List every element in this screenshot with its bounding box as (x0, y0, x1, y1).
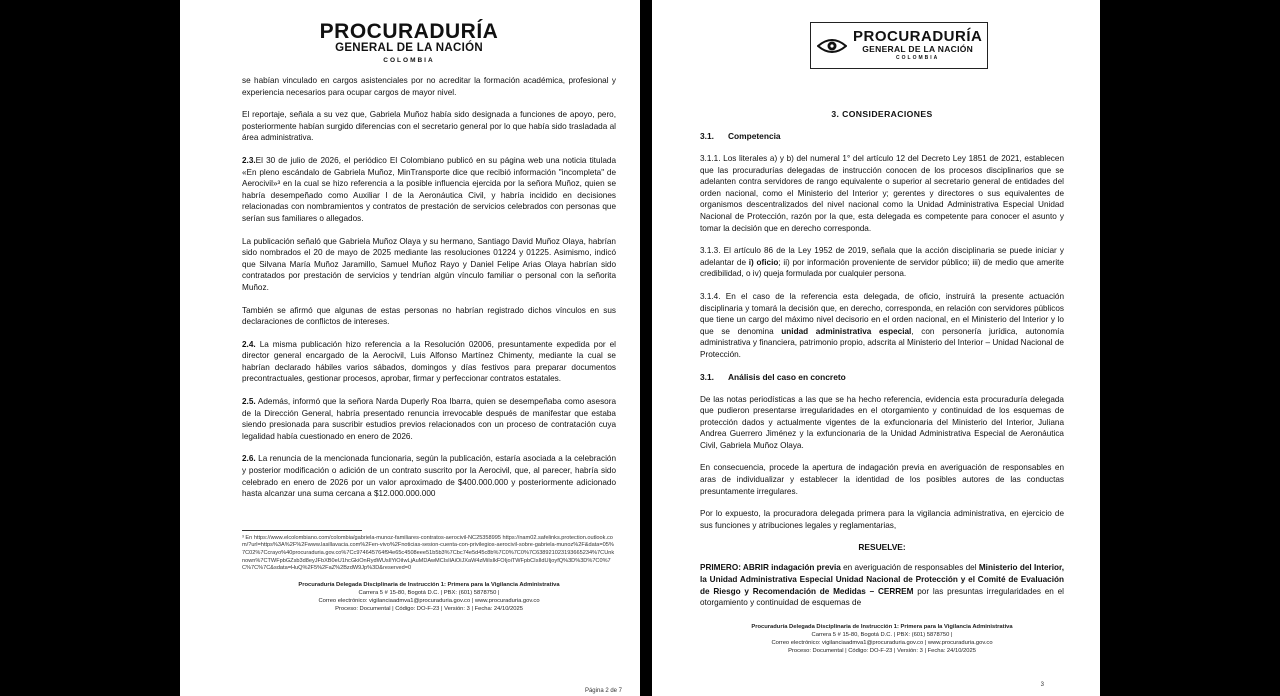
document-page-left (180, 0, 640, 696)
footer-process: Proceso: Documental | Código: DO-F-23 | Versión: 3 | Fecha: 24/10/2025 (788, 647, 976, 654)
section-number: 2.5. (242, 397, 256, 407)
text-run: 3.1.4. En el caso de la referencia esta delegada, de oficio, instruirá la presente actuación disciplinaria y tomará la decisión que, en derecho, corresponda, en relación con servidores públicos que tiene un cargo del máximo nivel decisorio en el orden nacional, en el Ministerio del Interior y lo que se denomina (700, 291, 1064, 336)
paragraph-text: La renuncia de la mencionada funcionaria, según la publicación, estaría asociada a la celebración y posterior modificación o adición de un contrato suscrito por la Aerocivil, que, al parecer, habría sido celebrado en enero de 2026 por un valor aproximado de $400.000.000 y posteriormente adicionado hasta alcanzar una suma cercana a $12.000.000.000 (242, 454, 616, 499)
section-number: 2.3. (242, 155, 256, 165)
section-number: 2.6. (242, 454, 256, 464)
text-run: en averiguación de responsables del (840, 563, 979, 573)
eye-icon (817, 37, 847, 55)
section-number: 2.4. (242, 339, 256, 349)
paragraph: También se afirmó que algunas de estas personas no habrían registrado dichos vínculos en sus declaraciones de conflictos de intereses. (242, 305, 616, 327)
page-number: 3 (1040, 682, 1044, 688)
text-run-bold: i) oficio (748, 257, 779, 267)
footer-address: Carrera 5 # 15-80, Bogotá D.C. | PBX: (601) 5878750 | (811, 631, 953, 638)
paragraph: 3.1.1. Los literales a) y b) del numeral 1° del artículo 12 del Decreto Ley 1851 de 2021, establecen que las procuradurías delegadas de instrucción conocen de los procesos disciplinarios que se adelanten contra servidores de rango equivalente o superior al secretario general de entidades del orden nacional, como el Ministerio del Interior y; gerentes y directores o sus equivalentes de organismos descentralizados del nivel nacional como la Unidad Administrativa Especial Unidad Nacional de Protección, razón por la que, esta delegada es competente para conocer el asunto y tomar la decisión que en derecho corresponda. (700, 154, 1064, 233)
paragraph: se habían vinculado en cargos asistenciales por no acreditar la formación académica, profesional y experiencia necesarios para ocupar cargos de mayor nivel. (242, 76, 616, 97)
paragraph-primero (700, 562, 1064, 608)
page-label: Página 2 de 7 (584, 688, 622, 694)
paragraph-text: Además, informó que la señora Narda Duperly Roa Ibarra, quien se desempeñaba como asesora de la Dirección General, habría presentado renuncia irrevocable después de manifestar que estaba siendo presionada para suscribir estudios previos relacionados con un proceso de contratación cuya legalidad había cuestionado en enero de 2026. (242, 397, 616, 441)
logo-country-text: COLOMBIA (383, 57, 435, 64)
subsection-heading (700, 372, 1064, 382)
footer-email: Correo electrónico: vigilanciaadmva1@procuraduria.gov.co | www.procuraduria.gov.co (771, 639, 993, 646)
page-footer (700, 623, 1064, 655)
document-page-right (652, 0, 1100, 696)
logo-country-text: COLOMBIA (896, 55, 940, 61)
text-run: ; ii) por información proveniente de servidor público; iii) de medio que amerite credibilidad, o iv) queja formulada por cualquier persona. (700, 257, 1064, 279)
paragraph-2-4 (242, 339, 616, 385)
resuelve-heading: RESUELVE: (858, 542, 906, 553)
section-heading: 3. CONSIDERACIONES (831, 109, 933, 119)
procuraduria-logo (202, 22, 616, 67)
paragraph-text: La misma publicación hizo referencia a la Resolución 02006, presuntamente expedida por el director general encargado de la Aerocivil, Luis Alfonso Martínez Chimenty, mediante la cual se habrían declarado hábiles varios sábados, domingos y días festivos para preparar documentos precontractuales, gestionar procesos, aprobar, firmar y perfeccionar contratos estatales. (242, 339, 616, 384)
paragraph-2-6 (242, 453, 616, 499)
text-run: 3.1.3. El artículo 86 de la Ley 1952 de 2019, señala que la acción disciplinaria se puede iniciar y adelantar de (700, 246, 1064, 267)
procuraduria-logo (810, 22, 988, 69)
text-run-bold: PRIMERO: ABRIR indagación previa (700, 563, 841, 573)
footer-title: Procuraduría Delegada Disciplinaria de Instrucción 1: Primera para la Vigilancia Administrativa (298, 581, 560, 588)
paragraph: De las notas periodísticas a las que se ha hecho referencia, evidencia esta procuraduría delegada que pudieron presentarse irregularidades en el otorgamiento y continuidad de los esquemas de protección dados y actualmente vigentes de la exfuncionaria del Ministerio del Interior, Juliana Andrea Guerrero Jiménez y la exfuncionaria de la Unidad Administrativa Especial de Aeronáutica Civil, Gabriela Muñoz Olaya. (700, 394, 1064, 450)
page-footer (242, 581, 616, 613)
footnote: ³ En https://www.elcolombiano.com/colombia/gabriela-munoz-familiares-contratos-aerocivil-NC25358995 https://nam02.safelinks.protection.outlook.com/?url=https%3A%2F%2Fwww.lasillavacia.com%2Fen-vivo%2Fnoticias-sesion-cuenta-con-privilegios-aerocivil-sobre-gabriela-munoz%2F&data=05%7C02%7Ccrayo%40procuraduria.gov.co%7Cc974645764f94e65c4508eee51b5b3%7Cbc74e5d45c8b%7C0%7C0%7C638921023193665234%7CUnknown%7CTWFpbGZsb3d8eyJFbXB0eU1hcGkiOnRydWUsIlYiOiIwLjAuMDAwMCIsIlAiOiJXaW4zMiIsIkFOIjoiTWFpbCIsIldUIjoyfQ%3D%3D%7C0%7C%7C%7C&sdata=HuQ%2F5%2FaZ%2BzdW9Jp%3D&reserved=0 (242, 534, 615, 572)
footer-email: Correo electrónico: vigilanciaadmva1@procuraduria.gov.co | www.procuraduria.gov.co (318, 597, 540, 604)
subsection-number: 3.1. (700, 371, 714, 382)
text-run-bold: unidad administrativa especial (781, 326, 912, 336)
paragraph-2-5 (242, 396, 616, 442)
subsection-number: 3.1. (700, 131, 714, 141)
text-run: por las presuntas irregularidades en el otorgamiento y continuidad de esquemas de (700, 586, 1064, 608)
subsection-title: Análisis del caso en concreto (728, 371, 846, 382)
paragraph-2-3 (242, 155, 616, 225)
subsection-title: Competencia (728, 131, 781, 141)
subsection-heading (700, 131, 1064, 141)
footer-address: Carrera 5 # 15-80, Bogotá D.C. | PBX: (601) 5878750 | (358, 589, 500, 596)
logo-main-text: PROCURADURÍA (853, 28, 983, 45)
logo-sub-text: GENERAL DE LA NACIÓN (335, 42, 483, 54)
paragraph (700, 291, 1064, 361)
logo-main-text: PROCURADURÍA (319, 20, 499, 43)
paragraph: Por lo expuesto, la procuradora delegada primera para la vigilancia administrativa, en ejercicio de sus funciones y atribuciones legales y reglamentarias, (700, 509, 1064, 530)
paragraph: La publicación señaló que Gabriela Muñoz Olaya y su hermano, Santiago David Muñoz Olaya, habrían sido nombrados el 20 de mayo de 2025 mediante las resoluciones 01224 y 01225. Asimismo, indicó que Silvana María Muñoz Jaramillo, Samuel Muñoz Rayo y Daniel Felipe Arias Olaya habrían sido contratados por prestación de servicios y tendrían algún vínculo familiar o personal con la señorita Muñoz. (242, 236, 616, 292)
paragraph-text: El 30 de julio de 2026, el periódico El Colombiano publicó en su página web una noticia titulada «En pleno escándalo de Gabriela Muñoz, MinTransporte dice que recibió información "incompleta" de Aerocivil»³ en la cual se hizo referencia a la posible influencia ejercida por la señora Muñoz, quien se habría desempeñado como Auxiliar I de la Aeronáutica Civil, y habría incidido en decisiones relacionadas con nombramientos y contratos de prestación de servicios celebrados con personas que serían sus familiares o allegados. (242, 155, 616, 223)
text-run: , con personería jurídica, autonomía administrativa y financiera, patrimonio propio, adscrita al Ministerio del Interior – Unidad Nacional de Protección. (700, 326, 1065, 359)
text-run-bold: Ministerio del Interior, la Unidad Administrativa Especial Unidad Nacional de Protección y el Comité de Evaluación de Riesgo y Recomendación de Medidas – CERREM (700, 563, 1064, 596)
logo-sub-text: GENERAL DE LA NACIÓN (862, 44, 974, 54)
footnote-divider (242, 530, 362, 531)
footer-title: Procuraduría Delegada Disciplinaria de Instrucción 1: Primera para la Vigilancia Administrativa (751, 623, 1013, 630)
paragraph: En consecuencia, procede la apertura de indagación previa en averiguación de responsables en aras de individualizar y establecer la identidad de los posibles autores de las conductas presuntamente irregulares. (700, 463, 1064, 496)
footer-process: Proceso: Documental | Código: DO-F-23 | Versión: 3 | Fecha: 24/10/2025 (335, 605, 523, 612)
paragraph (700, 245, 1064, 280)
paragraph: El reportaje, señala a su vez que, Gabriela Muñoz había sido designada a funciones de apoyo, pero, posteriormente habían surgido diferencias con el secretario general por lo que había sido trasladada al área administrativa. (242, 110, 616, 143)
